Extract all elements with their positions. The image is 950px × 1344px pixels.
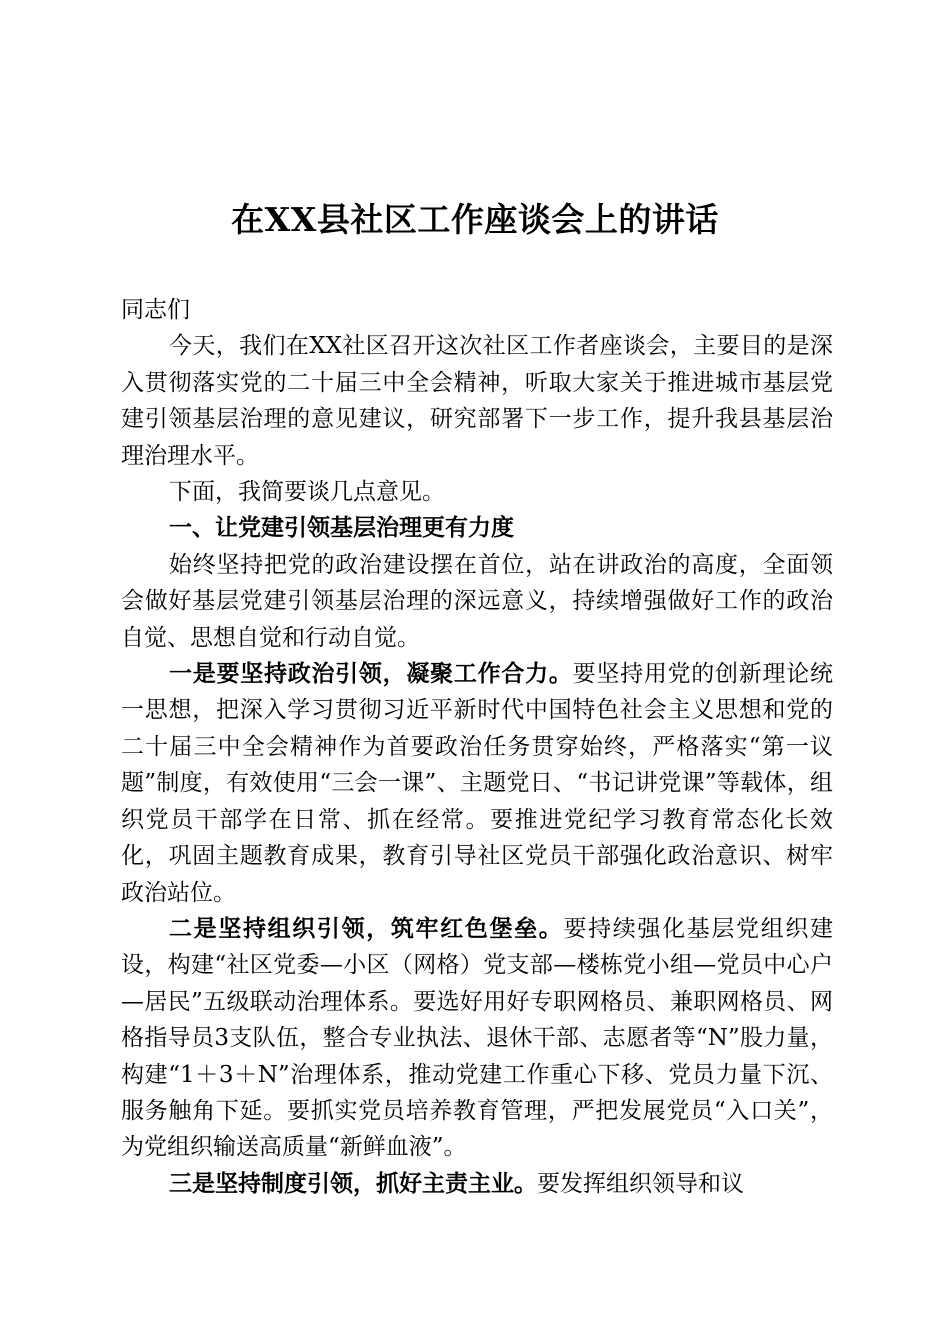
point-lead-1: 一是要坚持政治引领，凝聚工作合力。 xyxy=(169,660,573,688)
section-intro: 始终坚持把党的政治建设摆在首位，站在讲政治的高度，全面领会做好基层党建引领基层治理的深远意义，持续增强做好工作的政治自觉、思想自觉和行动自觉。 xyxy=(121,551,833,651)
point-text-1: 要坚持用党的创新理论统一思想，把深入学习贯彻习近平新时代中国特色社会主义思想和党的二十届三中全会精神作为首要政治任务贯穿始终，严格落实“第一议题”制度，有效使用“三会一课”、主题党日、“书记讲党课”等载体，组织党员干部学在日常、抓在经常。要推进党纪学习教育常态化长效化，巩固主题教育成果，教育引导社区党员干部强化政治意识、树牢政治站位。 xyxy=(121,661,834,906)
point-lead-2: 二是坚持组织引领，筑牢红色堡垒。 xyxy=(169,914,564,942)
paragraph-opening: 今天，我们在XX社区召开这次社区工作者座谈会，主要目的是深入贯彻落实党的二十届三中全会精神，听取大家关于推进城市基层党建引领基层治理的意见建议，研究部署下一步工作，提升我县基层治理治理水平。 xyxy=(121,333,833,469)
point-paragraph-2 xyxy=(121,911,833,1166)
point-paragraph-1 xyxy=(121,656,833,911)
point-lead-3: 三是坚持制度引领，抓好主责主业。 xyxy=(169,1169,537,1197)
point-text-3: 要发挥组织领导和议 xyxy=(537,1170,744,1197)
section-heading: 一、让党建引领基层治理更有力度 xyxy=(169,514,514,542)
point-text-2: 要持续强化基层党组织建设，构建“社区党委—小区（网格）党支部—楼栋党小组—党员中心户—居民”五级联动治理体系。要选好用好专职网格员、兼职网格员、网格指导员3支队伍，整合专业执法、退休干部、志愿者等“N”股力量，构建“1＋3＋N”治理体系，推动党建工作重心下移、党员力量下沉、服务触角下延。要抓实党员培养教育管理，严把发展党员“入口关”，为党组织输送高质量“新鲜血液”。 xyxy=(121,915,834,1161)
document-title: 在XX县社区工作座谈会上的讲话 xyxy=(231,200,719,239)
point-paragraph-3 xyxy=(121,1166,833,1202)
document-body xyxy=(121,292,833,1202)
paragraph-transition: 下面，我简要谈几点意见。 xyxy=(169,479,445,506)
salutation: 同志们 xyxy=(121,297,190,323)
